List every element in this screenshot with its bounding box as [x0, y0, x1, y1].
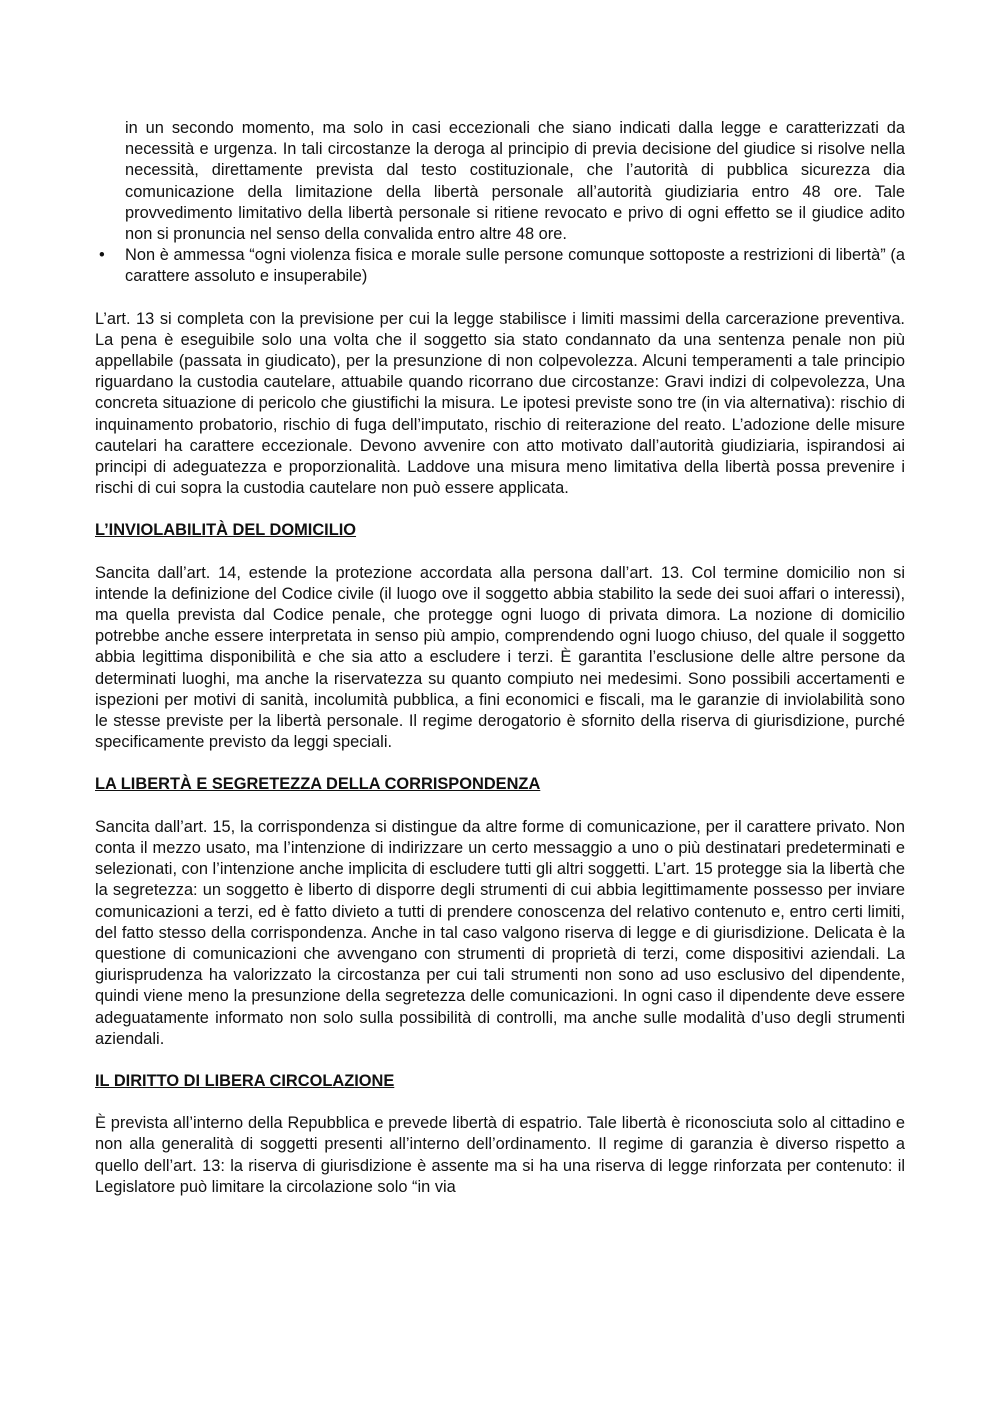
bullet-icon: • [99, 246, 105, 265]
list-item-text: Non è ammessa “ogni violenza fisica e morale sulle persone comunque sottoposte a restrizioni di libertà” (a carattere assoluto e insuperabile) [125, 246, 905, 286]
spacer [95, 542, 905, 563]
paragraph-art13: L’art. 13 si completa con la previsione per cui la legge stabilisce i limiti massimi della carcerazione preventiva. La pena è eseguibile solo una volta che il soggetto sia stato condannato da una sentenza penale non più appellabile (passata in giudicato), per la presunzione di non colpevolezza. Alcuni temperamenti a tale principio riguardano la custodia cautelare, attuabile quando ricorrano due circostanze: Gravi indizi di colpevolezza, Una concreta situazione di pericolo che giustifichi la misura. Le ipotesi previste sono tre (in via alternativa): rischio di inquinamento probatorio, rischio di fuga dell’imputato, rischio di reiterazione del reato. L’adozione delle misure cautelari ha carattere eccezionale. Devono avvenire con atto motivato dall’autorità giudiziaria, ispirandosi ai principi di adeguatezza e proporzionalità. Laddove una misura meno limitativa della libertà possa prevenire i rischi di cui sopra la custodia cautelare non può essere applicata. [95, 309, 905, 498]
spacer [95, 1050, 905, 1071]
section-heading-domicilio: L’INVIOLABILITÀ DEL DOMICILIO [95, 521, 357, 540]
section-heading-circolazione: IL DIRITTO DI LIBERA CIRCOLAZIONE [95, 1071, 395, 1090]
list-item [95, 245, 905, 287]
spacer [95, 1092, 905, 1113]
section-heading-corrispondenza: LA LIBERTÀ E SEGRETEZZA DELLA CORRISPONDENZA [95, 775, 541, 794]
spacer [95, 796, 905, 817]
section-body-domicilio: Sancita dall’art. 14, estende la protezione accordata alla persona dall’art. 13. Col termine domicilio non si intende la definizione del Codice civile (il luogo ove il soggetto abbia stabilito la sede dei suoi affari o interessi), ma quella prevista dal Codice penale, che protegge ogni luogo di privata dimora. La nozione di domicilio potrebbe anche essere interpretata in senso più ampio, comprendendo ogni luogo chiuso, del quale il soggetto abbia legittima disponibilità e che sia atto a escludere i terzi. È garantita l’esclusione delle altre persone da determinati luoghi, ma anche la riservatezza su quanto compiuto nei medesimi. Sono possibili accertamenti e ispezioni per motivi di sanità, incolumità pubblica, a fini economici e fiscali, ma le garanzie di inviolabilità sono le stesse previste per la libertà personale. Il regime derogatorio è sfornito della riserva di giurisdizione, purché specificamente previsto da leggi speciali. [95, 563, 905, 752]
spacer [95, 753, 905, 774]
section-body-circolazione: È prevista all’interno della Repubblica e prevede libertà di espatrio. Tale libertà è riconosciuta solo al cittadino e non alla generalità di soggetti presenti all’interno dell’ordinamento. Il regime di garanzia è diverso rispetto a quello dell’art. 13: la riserva di giurisdizione è assente ma si ha una riserva di legge rinforzata per contenuto: il Legislatore può limitare la circolazione solo “in via [95, 1114, 905, 1196]
list-continuation-text: in un secondo momento, ma solo in casi eccezionali che siano indicati dalla legge e caratterizzati da necessità e urgenza. In tali circostanze la deroga al principio di previa decisione del giudice si risolve nella necessità, direttamente prevista dal testo costituzionale, che l’autorità di pubblica sicurezza dia comunicazione della limitazione della libertà personale all’autorità giudiziaria entro 48 ore. Tale provvedimento limitativo della libertà personale si ritiene revocato e privo di ogni effetto se il giudice adito non si pronuncia nel senso della convalida entro altre 48 ore. [125, 119, 905, 244]
spacer [95, 499, 905, 520]
spacer [95, 288, 905, 309]
document-page [95, 118, 905, 1198]
section-body-corrispondenza: Sancita dall’art. 15, la corrispondenza si distingue da altre forme di comunicazione, per il carattere privato. Non conta il mezzo usato, ma l’intenzione di indirizzare un certo messaggio a uno o più destinatari predeterminati e selezionati, con l’intenzione anche implicita di escludere tutti gli altri soggetti. L’art. 15 protegge sia la libertà che la segretezza: un soggetto è liberto di disporre degli strumenti di cui abbia legittimamente possesso per inviare comunicazioni a terzi, ed è fatto divieto a tutti di prendere conoscenza del relativo contenuto e, entro certi limiti, del fatto stesso della corrispondenza. Anche in tal caso valgono riserva di legge e di giurisdizione. Delicata è la questione di comunicazioni che avvengano con strumenti di proprietà di terzi, come dispositivi aziendali. La giurisprudenza ha valorizzato la circostanza per cui tali strumenti non sono ad uso esclusivo del dipendente, quindi viene meno la presunzione della segretezza delle comunicazioni. In ogni caso il dipendente deve essere adeguatamente informato non solo sulla possibilità di controlli, ma anche sulle modalità d’uso degli strumenti aziendali. [95, 817, 905, 1048]
